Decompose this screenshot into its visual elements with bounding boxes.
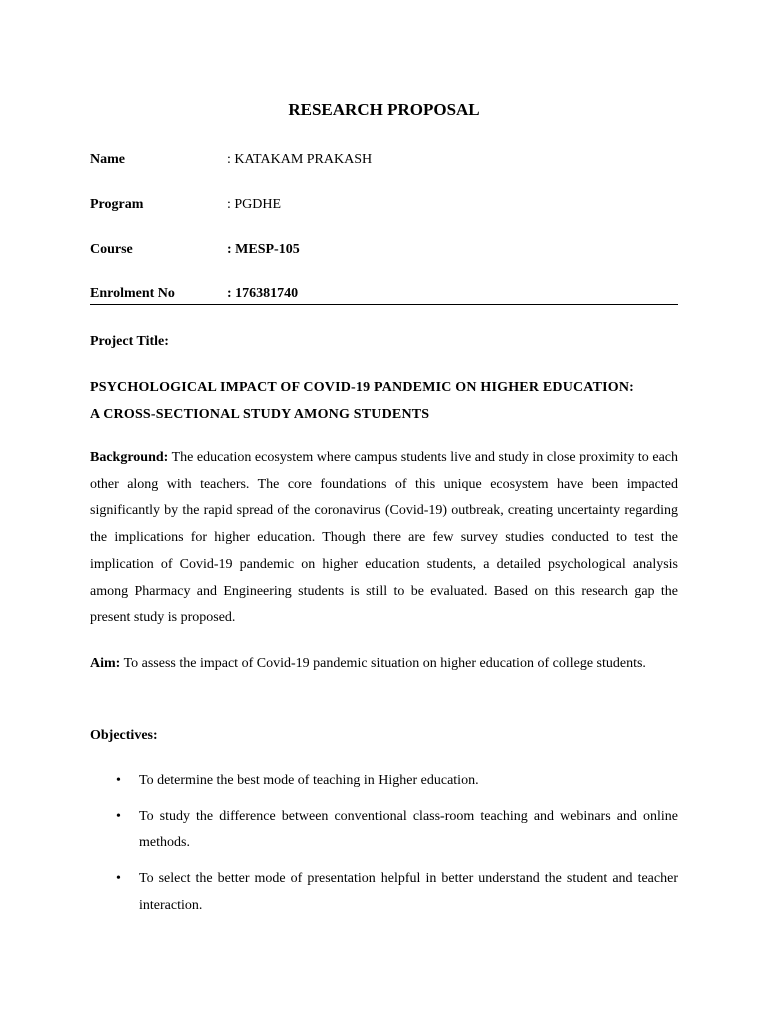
field-value-enrolment: : 176381740 xyxy=(227,286,299,301)
field-value-name: : KATAKAM PRAKASH xyxy=(227,152,373,167)
field-label-enrolment: Enrolment No xyxy=(90,286,175,301)
aim-paragraph xyxy=(90,651,678,678)
field-label-course: Course xyxy=(90,242,133,257)
objectives-label: Objectives: xyxy=(90,728,158,743)
aim-text: To assess the impact of Covid-19 pandemic situation on higher education of college students. xyxy=(120,656,646,671)
bullet-icon: • xyxy=(116,773,121,788)
project-title-line-2: A CROSS-SECTIONAL STUDY AMONG STUDENTS xyxy=(90,407,430,422)
project-title-label: Project Title: xyxy=(90,334,169,349)
field-label-program: Program xyxy=(90,197,144,212)
project-title xyxy=(90,374,678,428)
document-title: RESEARCH PROPOSAL xyxy=(288,100,480,119)
background-label: Background: xyxy=(90,450,169,465)
aim-label: Aim: xyxy=(90,656,121,671)
project-title-line-1: PSYCHOLOGICAL IMPACT OF COVID-19 PANDEMIC ON HIGHER EDUCATION: xyxy=(90,380,635,395)
background-text: The education ecosystem where campus students live and study in close proximity to each other along with teachers. The core foundations of this unique ecosystem have been impacted significantly by the rapid spread of the coronavirus (Covid-19) outbreak, creating uncertainty regarding the implications for higher education. Though there are few survey studies conducted to test the implication of Covid-19 pandemic on higher education students, a detailed psychological analysis among Pharmacy and Engineering students is still to be evaluated. Based on this research gap the present study is proposed. xyxy=(90,450,678,626)
background-paragraph xyxy=(90,445,678,632)
field-value-course: : MESP-105 xyxy=(227,242,300,257)
objective-text: To study the difference between conventional class-room teaching and webinars and online methods. xyxy=(139,808,678,851)
objectives-list xyxy=(90,768,678,929)
bullet-icon: • xyxy=(116,808,121,824)
objective-text: To select the better mode of presentation helpful in better understand the student and teacher interaction. xyxy=(139,871,678,913)
list-item xyxy=(90,768,678,795)
list-item xyxy=(90,804,678,857)
bullet-icon: • xyxy=(116,871,121,887)
list-item xyxy=(90,866,678,919)
header-divider xyxy=(90,304,678,305)
field-value-program: : PGDHE xyxy=(227,197,282,212)
field-label-name: Name xyxy=(90,152,125,167)
objective-text: To determine the best mode of teaching in Higher education. xyxy=(139,773,479,788)
